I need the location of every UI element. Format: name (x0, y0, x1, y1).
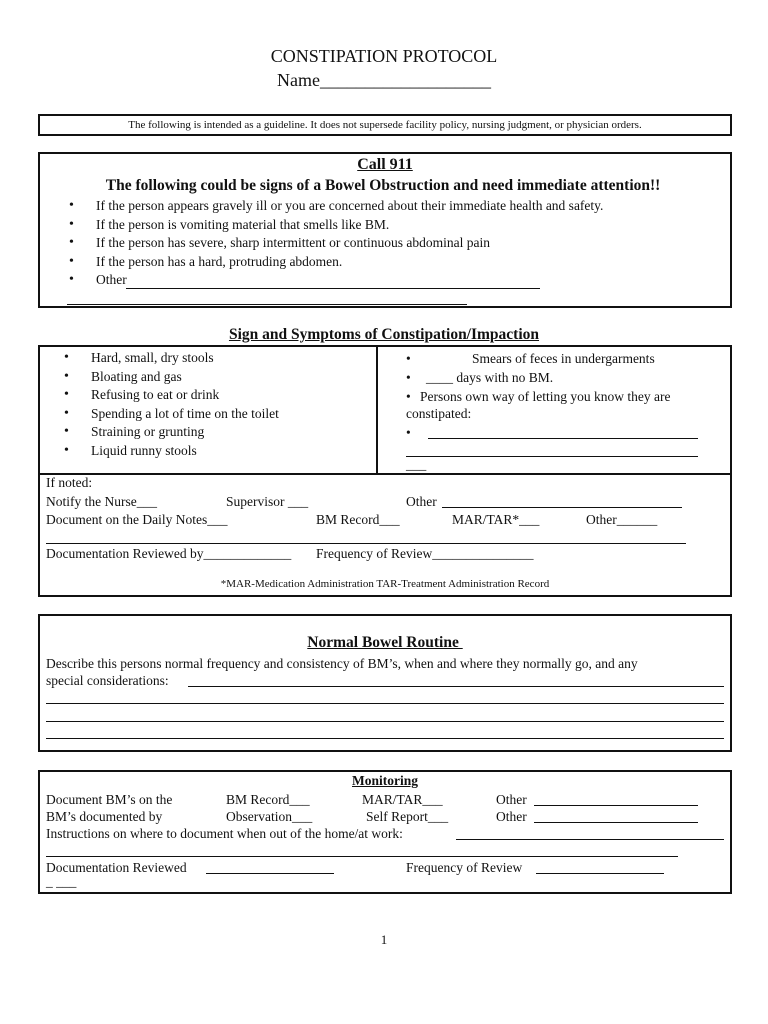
notify-other-line[interactable] (442, 507, 682, 508)
obstruction-signs-list (67, 197, 603, 290)
list-item: • If the person appears gravely ill or you are concerned about their immediate health and safety. (67, 197, 603, 216)
monitoring-doc-reviewed-label: Documentation Reviewed (46, 860, 187, 875)
bowel-routine-section (38, 614, 732, 752)
persons-own-way-text: Persons own way of letting you know they are (420, 389, 671, 404)
persons-own-way-line-1[interactable] (428, 438, 698, 439)
monitoring-frequency-line[interactable] (536, 873, 664, 874)
routine-line-4[interactable] (46, 738, 724, 739)
monitoring-mar-tar-field[interactable]: MAR/TAR___ (362, 792, 443, 807)
instructions-label: Instructions on where to document when out of the home/at work: (46, 826, 403, 841)
list-item: • Straining or grunting (62, 423, 279, 442)
bm-record-field[interactable]: BM Record___ (316, 512, 400, 527)
page-number: 1 (380, 932, 388, 947)
observation-field[interactable]: Observation___ (226, 809, 313, 824)
list-item: • If the person has a hard, protruding abdomen. (67, 253, 603, 272)
monitoring-doc-reviewed-line[interactable] (206, 873, 334, 874)
list-item: • If the person is vomiting material that smells like BM. (67, 216, 603, 235)
days-no-bm-field[interactable]: ____ days with no BM. (426, 370, 554, 385)
column-divider (376, 347, 378, 474)
section-divider (40, 473, 730, 475)
bullet-marker: • (406, 370, 411, 385)
other-sign-line[interactable] (126, 288, 540, 289)
document-other-field[interactable]: Other______ (586, 512, 658, 527)
mar-tar-footnote: *MAR-Medication Administration TAR-Treatment Administration Record (220, 578, 550, 590)
list-item: • Refusing to eat or drink (62, 386, 279, 405)
monitoring-other-line[interactable] (534, 805, 698, 806)
monitoring-frequency-label: Frequency of Review (406, 860, 523, 875)
routine-line-1[interactable] (188, 686, 724, 687)
disclaimer-text: The following is intended as a guideline. It does not supersede facility policy, nursing judgment, or physician orders. (128, 119, 642, 131)
symptoms-list (62, 349, 279, 461)
instructions-line[interactable] (456, 839, 724, 840)
mar-tar-field[interactable]: MAR/TAR*___ (452, 512, 540, 527)
list-item: • Bloating and gas (62, 368, 279, 387)
notify-supervisor-field[interactable]: Supervisor ___ (226, 494, 309, 509)
self-report-field[interactable]: Self Report___ (366, 809, 449, 824)
bullet-marker: • (406, 389, 411, 404)
name-field-label[interactable]: Name___________________ (277, 70, 491, 90)
list-item: • Hard, small, dry stools (62, 349, 279, 368)
bowel-routine-instructions: Describe this persons normal frequency and consistency of BM’s, when and where they normally go, and any (46, 656, 638, 671)
monitoring-section (38, 770, 732, 894)
monitoring-tail: _ ___ (46, 874, 77, 889)
routine-line-2[interactable] (46, 703, 724, 704)
monitoring-other-label: Other (496, 792, 527, 807)
daily-notes-field[interactable]: Document on the Daily Notes___ (46, 512, 228, 527)
line-tail: ___ (406, 457, 427, 472)
documented-by-other-line[interactable] (534, 822, 698, 823)
monitoring-heading: Monitoring (352, 773, 418, 788)
disclaimer-box (38, 114, 732, 136)
list-item: • Spending a lot of time on the toilet (62, 405, 279, 424)
symptoms-heading: Sign and Symptoms of Constipation/Impaction (228, 326, 540, 343)
list-item: • Liquid runny stools (62, 442, 279, 461)
notify-nurse-field[interactable]: Notify the Nurse___ (46, 494, 157, 509)
bullet-marker: • (406, 425, 411, 440)
symptoms-section (38, 345, 732, 597)
persons-own-way-line-2[interactable] (406, 456, 698, 457)
if-noted-label: If noted: (46, 475, 93, 490)
document-bm-label: Document BM’s on the (46, 792, 173, 807)
special-considerations-label: special considerations: (46, 673, 169, 688)
documented-by-other-label: Other (496, 809, 527, 824)
instructions-line-2[interactable] (46, 856, 678, 857)
call-911-heading: Call 911 (357, 156, 413, 173)
documentation-reviewed-field[interactable]: Documentation Reviewed by_____________ (46, 546, 292, 561)
list-item: • If the person has severe, sharp intermittent or continuous abdominal pain (67, 234, 603, 253)
monitoring-bm-record-field[interactable]: BM Record___ (226, 792, 310, 807)
constipated-label: constipated: (406, 406, 472, 421)
symptom-smears: Smears of feces in undergarments (472, 351, 655, 366)
call-911-section (38, 152, 732, 308)
routine-line-3[interactable] (46, 721, 724, 722)
list-item: • Other (67, 271, 603, 290)
notify-other-label: Other (406, 494, 437, 509)
page-title: CONSTIPATION PROTOCOL (270, 46, 498, 66)
bm-documented-by-label: BM’s documented by (46, 809, 163, 824)
bowel-routine-heading: Normal Bowel Routine (307, 634, 463, 651)
bullet-marker: • (406, 351, 411, 366)
frequency-review-field[interactable]: Frequency of Review_______________ (316, 546, 534, 561)
other-sign-line-2[interactable] (67, 304, 467, 305)
obstruction-warning: The following could be signs of a Bowel Obstruction and need immediate attention!! (105, 177, 665, 194)
